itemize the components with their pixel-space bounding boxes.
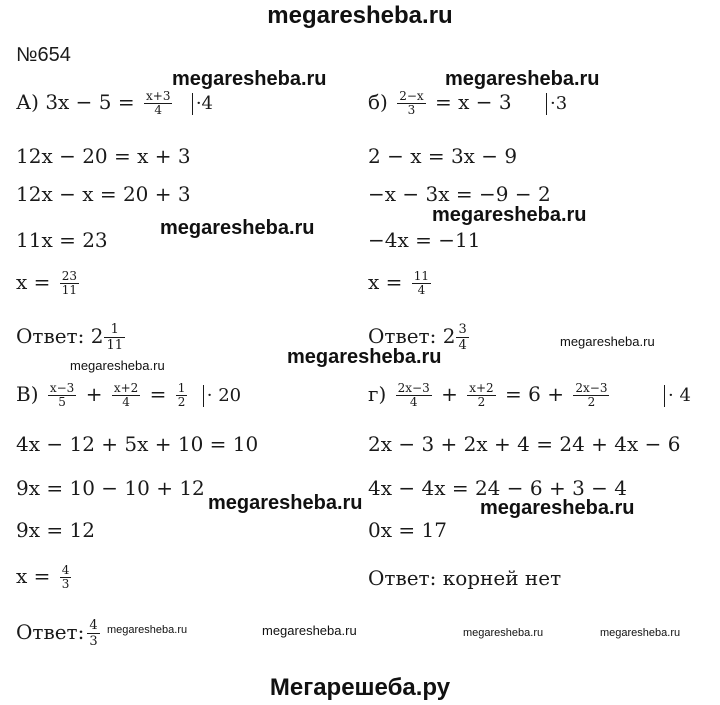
watermark: megaresheba.ru [107, 624, 188, 636]
v-solution: x = $\frac{4}{3}$ [16, 563, 70, 591]
a-equation: А) 3x − 5 = $\frac{x+3}{4}$ ·4 [16, 89, 214, 117]
g-answer: Ответ: корней нет [368, 566, 562, 590]
watermark: megaresheba.ru [160, 217, 315, 239]
footer-title: Мегарешеба.ру [269, 674, 451, 701]
a-fraction: $\frac{x+3}{4}$ [146, 89, 171, 117]
v-line-3: 9x = 12 [16, 518, 95, 542]
v-line-2: 9x = 10 − 10 + 12 [16, 476, 205, 500]
v-answer: Ответ: $\frac{4}{3}$ [16, 618, 98, 649]
watermark: megaresheba.ru [432, 204, 587, 226]
g-line-3: 0x = 17 [368, 518, 447, 542]
site-header: megaresheba.ru [267, 2, 453, 29]
a-line-1: 12x − 20 = x + 3 [16, 144, 191, 168]
v-label: В) [16, 382, 39, 406]
watermark: megaresheba.ru [70, 358, 165, 373]
a-solution: x = $\frac{23}{11}$ [16, 269, 78, 297]
watermark: megaresheba.ru [560, 334, 655, 349]
b-line-1: 2 − x = 3x − 9 [368, 144, 518, 168]
g-line-2: 4x − 4x = 24 − 6 + 3 − 4 [368, 476, 627, 500]
b-equation: б) $\frac{2-x}{3}$ = x − 3 ·3 [368, 89, 568, 117]
a-answer: Ответ: 2 $\frac{1}{11}$ [16, 322, 123, 353]
a-line-3: 11x = 23 [16, 228, 108, 252]
b-line-3: −4x = −11 [368, 228, 481, 252]
b-fraction: $\frac{2-x}{3}$ [399, 89, 424, 117]
b-answer: Ответ: 2 $\frac{3}{4}$ [368, 322, 467, 353]
v-equation: В) $\frac{x-3}{5}$ + $\frac{x+2}{4}$ = $\frac{1}{2}$ · 20 [16, 381, 242, 409]
watermark: megaresheba.ru [600, 627, 681, 639]
problem-number: №654 [16, 44, 71, 66]
g-multiplier: · 4 [664, 382, 691, 408]
watermark: megaresheba.ru [445, 68, 600, 90]
g-equation: г) $\frac{2x-3}{4}$ + $\frac{x+2}{2}$ = 6 + $\frac{2x-3}{2}$ [368, 381, 608, 409]
watermark: megaresheba.ru [463, 627, 544, 639]
watermark: megaresheba.ru [208, 492, 363, 514]
watermark: megaresheba.ru [172, 68, 327, 90]
watermark: megaresheba.ru [480, 497, 635, 519]
b-solution: x = $\frac{11}{4}$ [368, 269, 430, 297]
g-label: г) [368, 382, 387, 406]
b-label: б) [368, 90, 388, 114]
watermark: megaresheba.ru [262, 623, 357, 638]
a-line-2: 12x − x = 20 + 3 [16, 182, 191, 206]
g-line-1: 2x − 3 + 2x + 4 = 24 + 4x − 6 [368, 432, 681, 456]
b-line-2: −x − 3x = −9 − 2 [368, 182, 551, 206]
a-label: А) [16, 90, 39, 114]
v-line-1: 4x − 12 + 5x + 10 = 10 [16, 432, 259, 456]
watermark: megaresheba.ru [287, 346, 442, 368]
